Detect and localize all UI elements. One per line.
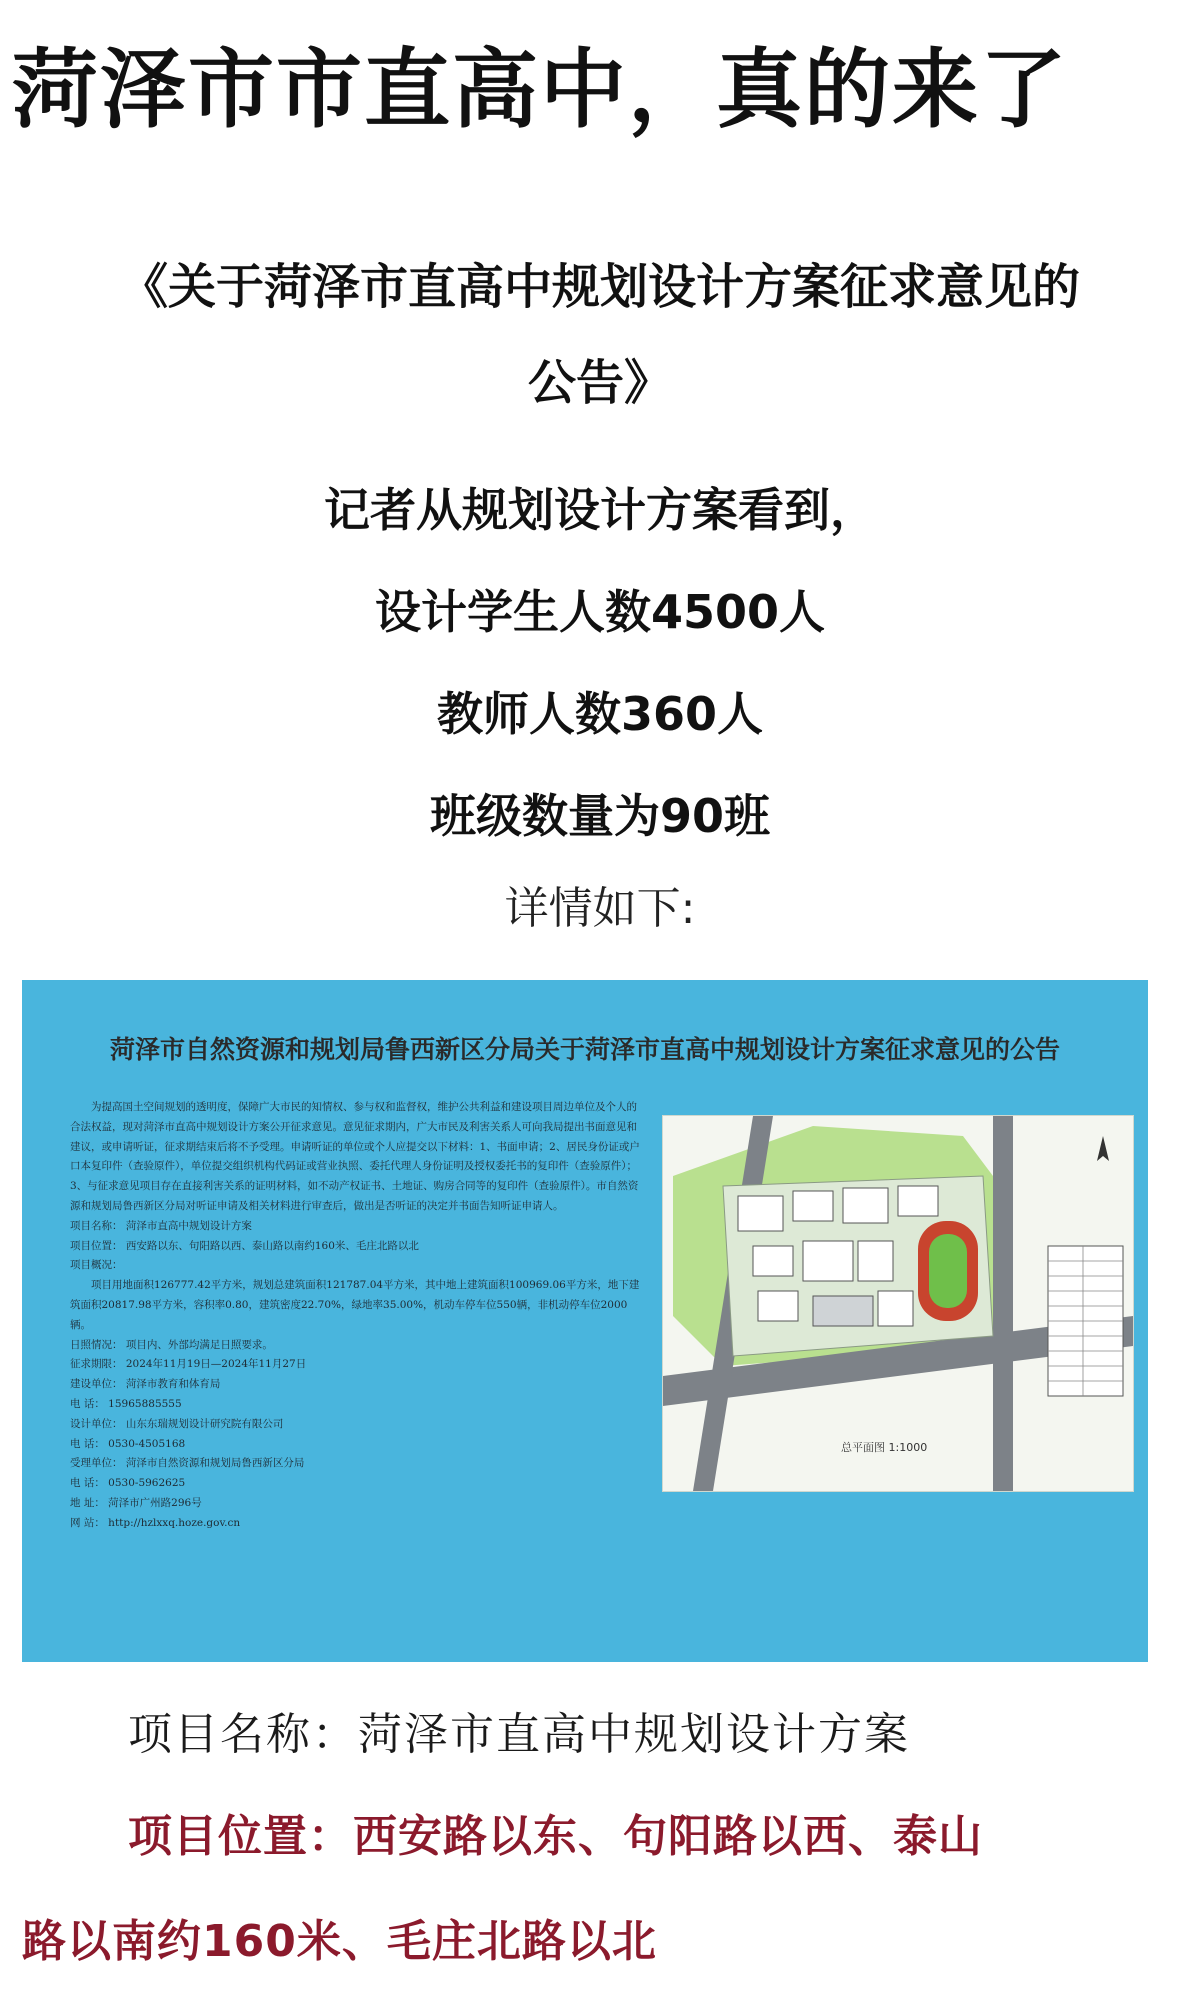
poster-row: 电 话： 0530-4505168 — [70, 1437, 186, 1450]
poster-row: 日照情况： 项目内、外部均满足日照要求。 — [70, 1338, 273, 1351]
poster-row: 征求期限： 2024年11月19日—2024年11月27日 — [70, 1358, 307, 1371]
poster-row: 电 话： 15965885555 — [70, 1397, 182, 1410]
project-location-line1: 项目位置：西安路以东、句阳路以西、泰山 — [128, 1811, 983, 1862]
poster-row: 电 话： 0530-5962625 — [70, 1477, 186, 1490]
stat-students: 设计学生人数4500人 — [374, 585, 826, 639]
poster-body — [70, 1098, 640, 1534]
poster-row: 网 站： http://hzlxxq.hoze.gov.cn — [70, 1516, 241, 1529]
project-location-line2: 路以南约160米、毛庄北路以北 — [22, 1916, 657, 1967]
poster-row: 设计单位： 山东东瑞规划设计研究院有限公司 — [70, 1417, 284, 1430]
headline: 菏泽市市直高中，真的来了 — [12, 40, 1068, 140]
notice-title-line1: 《关于菏泽市直高中规划设计方案征求意见的 — [119, 259, 1080, 315]
stat-teachers: 教师人数360人 — [436, 687, 764, 741]
stat-intro: 记者从规划设计方案看到， — [324, 483, 876, 537]
poster-title: 菏泽市自然资源和规划局鲁西新区分局关于菏泽市直高中规划设计方案征求意见的公告 — [109, 1035, 1060, 1064]
site-plan-image — [662, 1115, 1134, 1492]
poster-row: 受理单位： 菏泽市自然资源和规划局鲁西新区分局 — [70, 1457, 305, 1470]
poster-overview: 项目用地面积126777.42平方米，规划总建筑面积121787.04平方米，其中地上建筑面积100969.06平方米，地下建筑面积20817.98平方米，容积率0.80，建筑密度22.70%，绿地率35.00%，机动车停车位550辆，非机动停车位2000辆。 — [70, 1279, 640, 1331]
stat-classes: 班级数量为90班 — [429, 789, 770, 843]
poster-row: 项目名称： 菏泽市直高中规划设计方案 — [70, 1219, 252, 1232]
poster-intro: 为提高国土空间规划的透明度，保障广大市民的知情权、参与权和监督权，维护公共利益和建设项目周边单位及个人的合法权益，现对菏泽市直高中规划设计方案公开征求意见。意见征求期内，广大市民及利害关系人可向我局提出书面意见和建议，或申请听证，征求期结束后将不予受理。申请听证的单位或个人应提交以下材料：1、书面申请；2、居民身份证或户口本复印件（查验原件），单位提交组织机构代码证或营业执照、委托代理人身份证明及授权委托书的复印件（查验原件）；3、与征求意见项目存在直接利害关系的证明材料，如不动产权证书、土地证、购房合同等的复印件（查验原件）。市自然资源和规划局鲁西新区分局对听证申请及相关材料进行审查后，做出是否听证的决定并书面告知听证申请人。 — [70, 1101, 640, 1212]
details-lead: 详情如下: — [504, 883, 696, 934]
poster-row: 项目位置： 西安路以东、句阳路以西、泰山路以南约160米、毛庄北路以北 — [70, 1239, 419, 1252]
poster-row: 建设单位： 菏泽市教育和体育局 — [70, 1378, 221, 1391]
plan-caption: 总平面图 1:1000 — [841, 1441, 928, 1454]
notice-title-line2: 公告》 — [527, 355, 672, 411]
poster-row: 项目概况： — [70, 1259, 123, 1272]
poster-row: 地 址： 菏泽市广州路296号 — [70, 1496, 202, 1509]
project-name: 项目名称：菏泽市直高中规划设计方案 — [128, 1709, 910, 1760]
notice-poster — [22, 980, 1148, 1662]
site-plan-drawing — [663, 1116, 1133, 1491]
